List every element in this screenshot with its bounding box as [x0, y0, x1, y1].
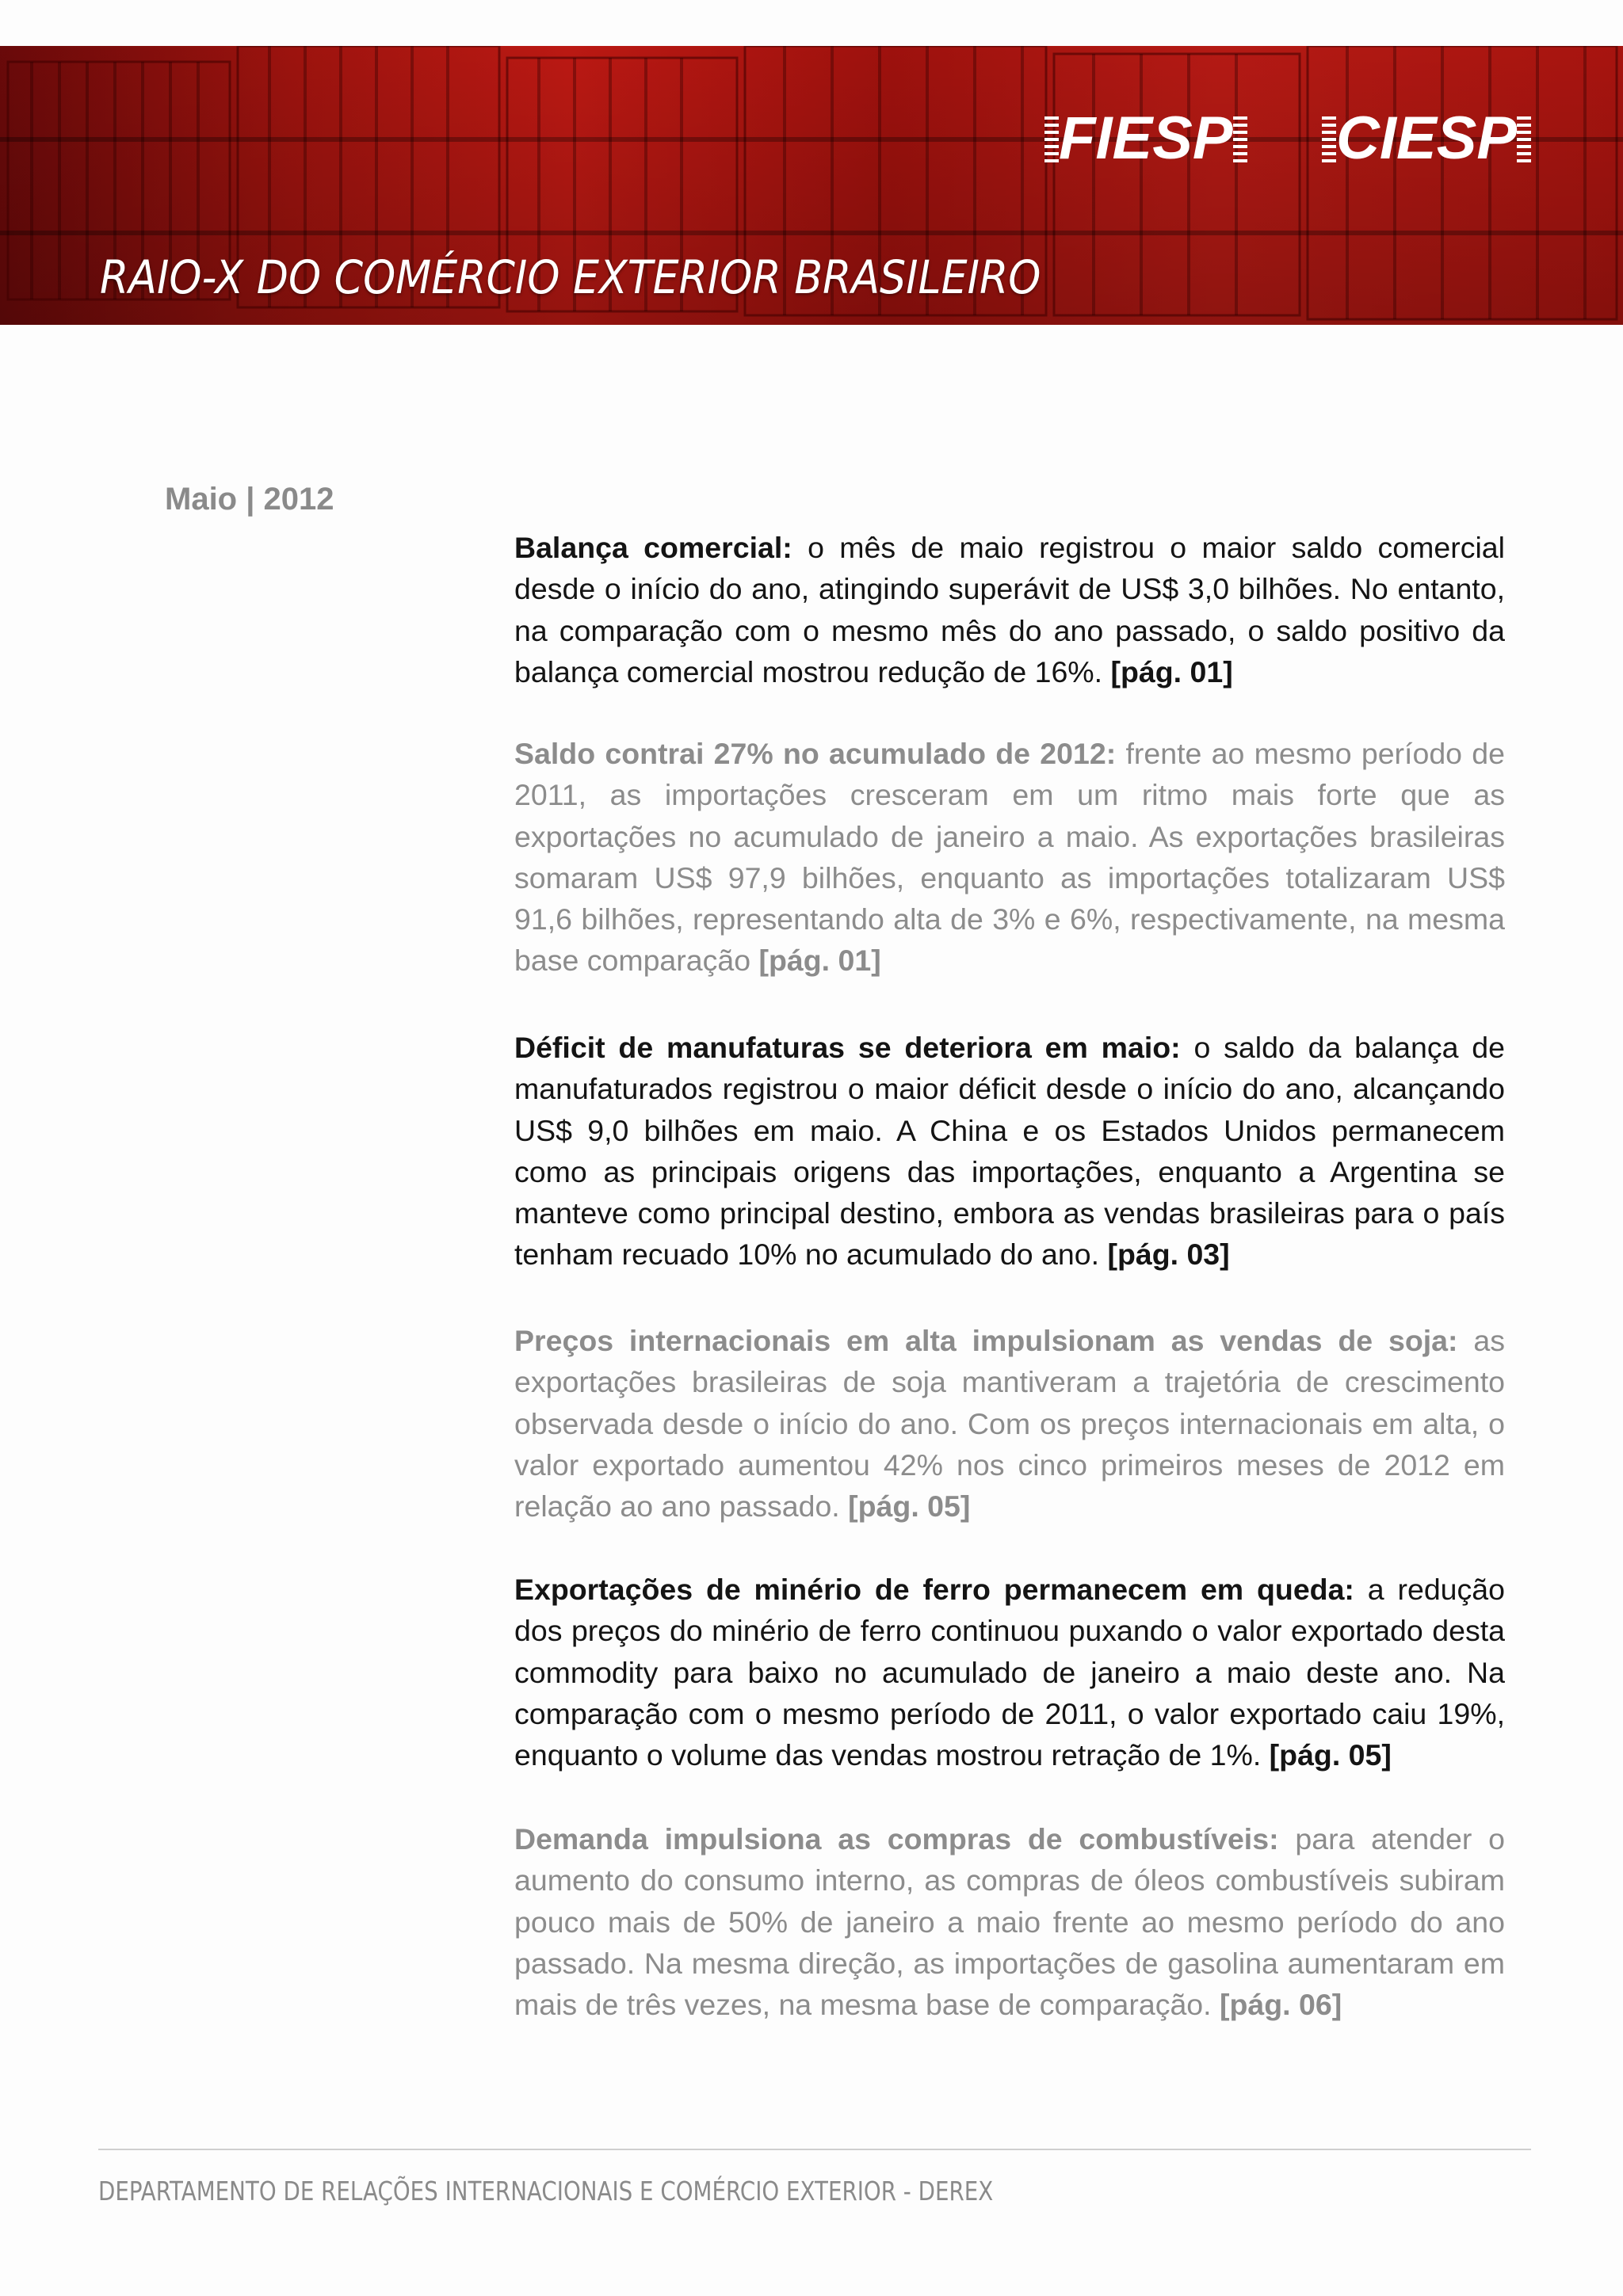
item-heading: Preços internacionais em alta impulsionam as vendas de soja: — [514, 1324, 1458, 1357]
item-text: o mês de maio registrou o maior saldo comercial desde o início do ano, atingindo superávit de US$ 3,0 bilhões. No entanto, na comparação com o mesmo mês do ano passado, o saldo positivo da balança comercial mostrou redução de 16%. — [514, 531, 1505, 688]
item-text: para atender o aumento do consumo interno, as compras de óleos combustíveis subiram pouco mais de 50% de janeiro a maio frente ao mesmo período do ano passado. Na mesma direção, as importações de gasolina aumentaram em mais de três vezes, na mesma base de comparação. — [514, 1822, 1506, 2022]
page-reference: [pág. 01] — [1110, 654, 1233, 688]
footer-divider — [98, 2149, 1531, 2150]
item-text: frente ao mesmo período de 2011, as importações cresceram em um ritmo mais forte que as exportações no acumulado de janeiro a maio. As exportações brasileiras somaram US$ 97,9 bilhões, enquanto as importações totalizaram US$ 91,6 bilhões, representando alta de 3% e 6%, respectivamente, na mesma base comparação — [514, 737, 1506, 978]
item-heading: Saldo contrai 27% no acumulado de 2012: — [514, 737, 1117, 770]
page-reference: [pág. 01] — [758, 944, 881, 978]
item-heading: Demanda impulsiona as compras de combustíveis: — [514, 1822, 1279, 1855]
item-text: as exportações brasileiras de soja mantiveram a trajetória de crescimento observada desde o início do ano. Com os preços internacionais em alta, o valor exportado aumentou 42% nos cinco primeiros meses de 2012 em relação ao ano passado. — [514, 1324, 1505, 1524]
header-banner — [0, 46, 1623, 325]
summary-item — [514, 1569, 1505, 1775]
item-text: o saldo da balança de manufaturados registrou o maior déficit desde o início do ano, alcançando US$ 9,0 bilhões em maio. A China e os Estados Unidos permanecem como as principais origens das importações, enquanto a Argentina se manteve como principal destino, embora as vendas brasileiras para o país tenham recuado 10% no acumulado do ano. — [514, 1031, 1505, 1272]
footer-department: DEPARTAMENTO DE RELAÇÕES INTERNACIONAIS E COMÉRCIO EXTERIOR - DEREX — [98, 2176, 994, 2206]
item-heading: Exportações de minério de ferro permanecem em queda: — [514, 1573, 1354, 1606]
ciesp-logo: CIESP — [1322, 103, 1531, 174]
item-heading: Déficit de manufaturas se deteriora em maio: — [514, 1031, 1181, 1064]
summary-item — [514, 1818, 1505, 2025]
fiesp-logo: FIESP — [1044, 103, 1247, 174]
item-text: a redução dos preços do minério de ferro continuou puxando o valor exportado desta commodity para baixo no acumulado de janeiro a maio deste ano. Na comparação com o mesmo período de 2011, o valor exportado caiu 19%, enquanto o volume das vendas mostrou retração de 1%. — [514, 1573, 1505, 1772]
issue-date: Maio | 2012 — [165, 482, 334, 517]
summary-item — [514, 1027, 1505, 1276]
summary-item — [514, 733, 1505, 982]
page-reference: [pág. 03] — [1107, 1238, 1230, 1272]
page-reference: [pág. 05] — [848, 1489, 971, 1524]
summary-item — [514, 1320, 1505, 1527]
page-reference: [pág. 05] — [1269, 1738, 1392, 1772]
page-reference: [pág. 06] — [1220, 1988, 1342, 2022]
summary-item — [514, 527, 1505, 692]
item-heading: Balança comercial: — [514, 531, 792, 564]
report-title: RAIO-X DO COMÉRCIO EXTERIOR BRASILEIRO — [100, 250, 1041, 304]
